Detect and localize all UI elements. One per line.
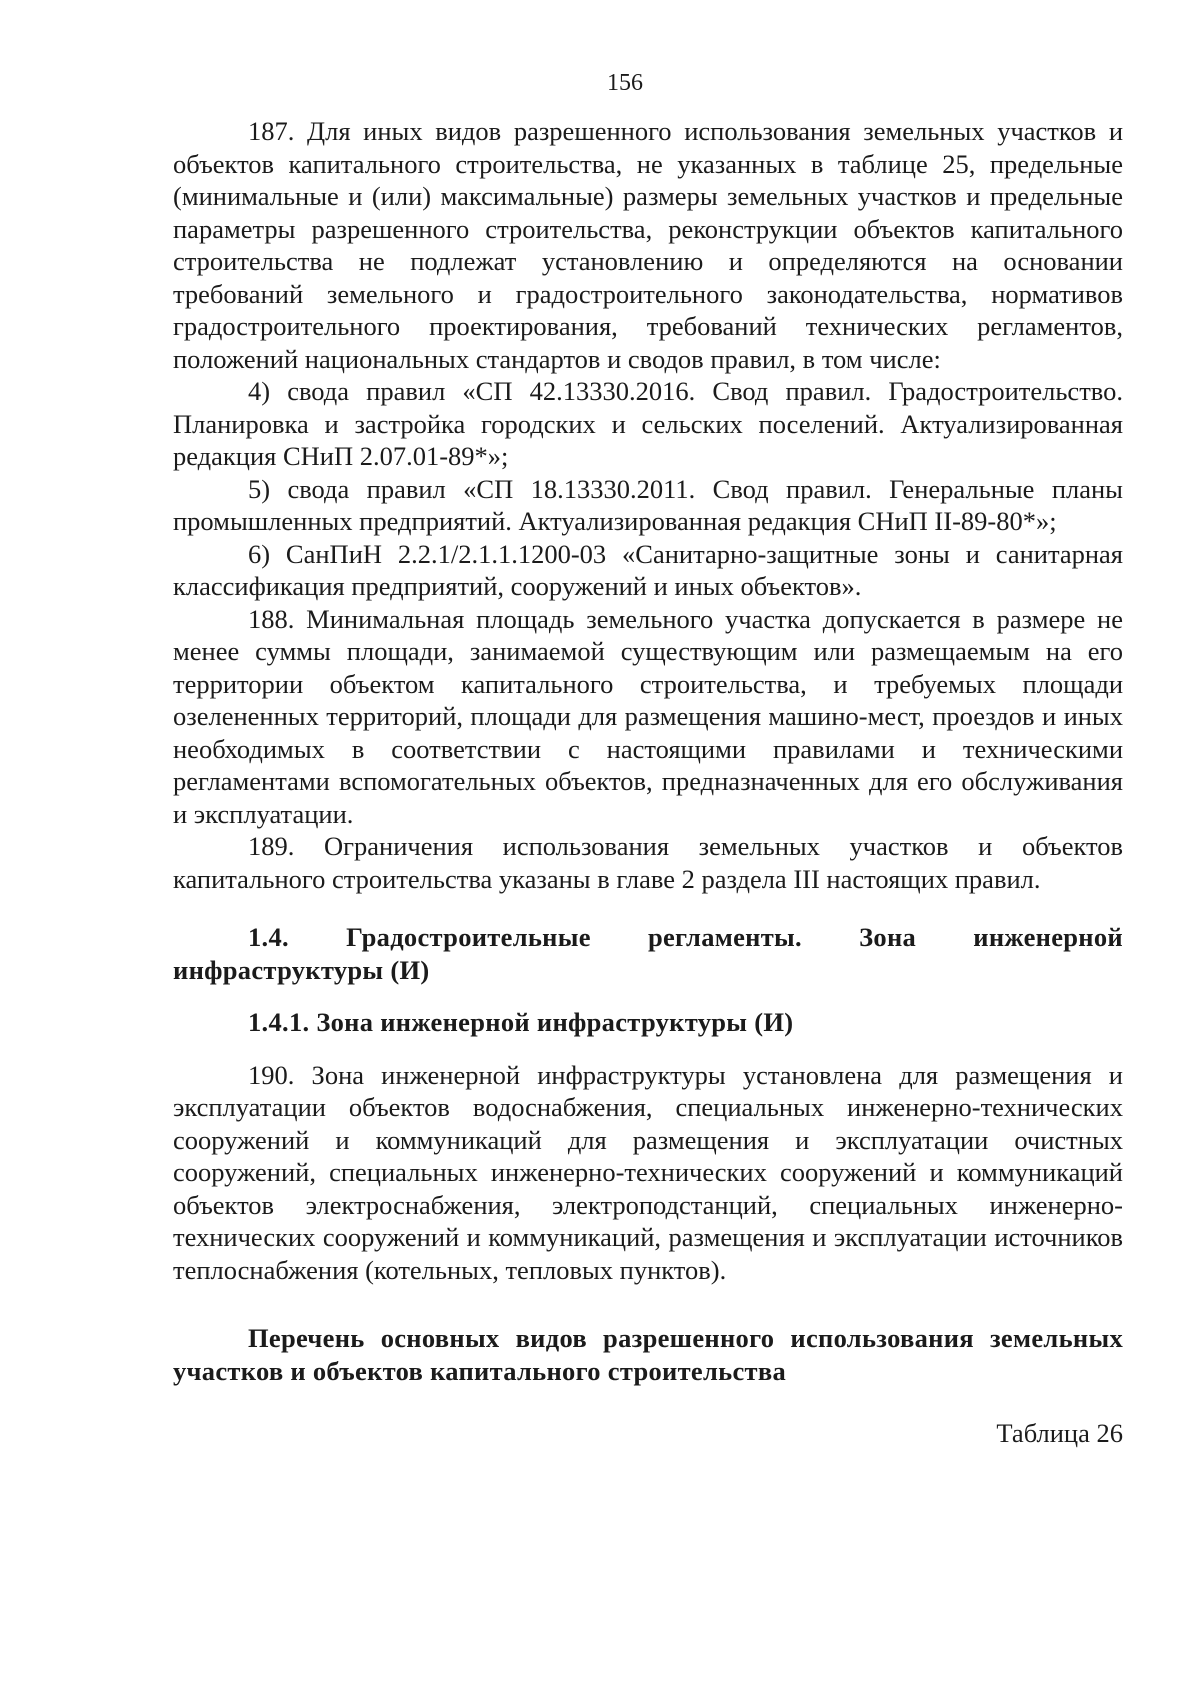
- paragraph-187: 187. Для иных видов разрешенного использования земельных участков и объектов капитального строительства, не указанных в таблице 25, предельные (минимальные и (или) максимальные) размеры земельных участков и предельные параметры разрешенного строительства, реконструкции объектов капитального строительства не подлежат установлению и определяются на основании требований земельного и градостроительного законодательства, нормативов градостроительного проектирования, требований технических регламентов, положений национальных стандартов и сводов правил, в том числе:: [173, 116, 1123, 374]
- list-item-5: 5) свода правил «СП 18.13330.2011. Свод правил. Генеральные планы промышленных предприятий. Актуализированная редакция СНиП II-89-80*»;: [173, 473, 1123, 536]
- list-heading: Перечень основных видов разрешенного использования земельных участков и объектов капитального строительства: [173, 1323, 1123, 1386]
- page-number: 156: [607, 70, 643, 96]
- subsection-heading-1-4-1: 1.4.1. Зона инженерной инфраструктуры (И): [248, 1007, 794, 1037]
- table-caption: Таблица 26: [996, 1418, 1123, 1448]
- section-heading-1-4: 1.4. Градостроительные регламенты. Зона инженерной инфраструктуры (И): [173, 922, 1123, 985]
- list-item-4: 4) свода правил «СП 42.13330.2016. Свод правил. Градостроительство. Планировка и застройка городских и сельских поселений. Актуализированная редакция СНиП 2.07.01-89*»;: [173, 376, 1123, 471]
- document-body: [173, 115, 1123, 1450]
- list-item-6: 6) СанПиН 2.2.1/2.1.1.1200-03 «Санитарно-защитные зоны и санитарная классификация предприятий, сооружений и иных объектов».: [173, 538, 1123, 601]
- paragraph-190: 190. Зона инженерной инфраструктуры установлена для размещения и эксплуатации объектов водоснабжения, специальных инженерно-технических сооружений и коммуникаций для размещения и эксплуатации очистных сооружений, специальных инженерно-технических сооружений и коммуникаций объектов электроснабжения, электроподстанций, специальных инженерно-технических сооружений и коммуникаций, размещения и эксплуатации источников теплоснабжения (котельных, тепловых пунктов).: [173, 1059, 1123, 1285]
- paragraph-189: 189. Ограничения использования земельных участков и объектов капитального строительства указаны в главе 2 раздела III настоящих правил.: [173, 831, 1123, 894]
- paragraph-188: 188. Минимальная площадь земельного участка допускается в размере не менее суммы площади, занимаемой существующим или размещаемым на его территории объектом капитального строительства, и требуемых площади озелененных территорий, площади для размещения машино-мест, проездов и иных необходимых в соответствии с настоящими правилами и техническими регламентами вспомогательных объектов, предназначенных для его обслуживания и эксплуатации.: [173, 603, 1123, 829]
